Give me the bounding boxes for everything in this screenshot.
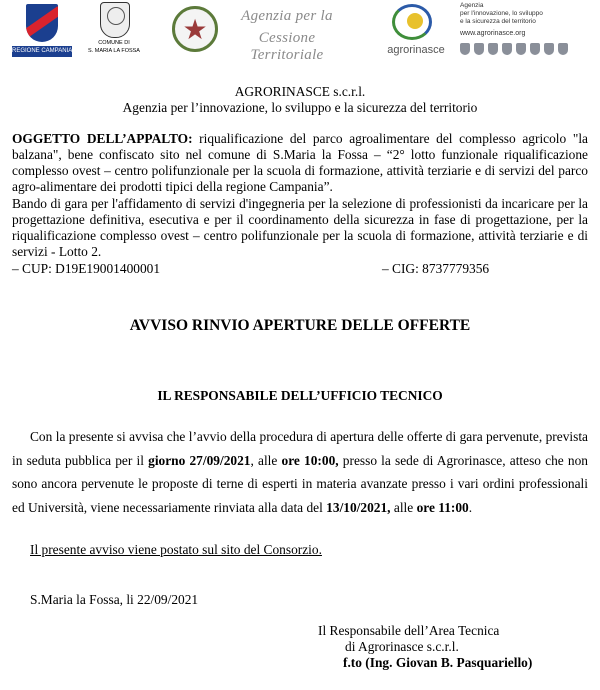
comune-crest-icon — [100, 2, 130, 38]
oggetto-paragraph — [12, 131, 588, 195]
website-text: www.agrorinasce.org — [460, 30, 526, 37]
avviso-title: AVVISO RINVIO APERTURE DELLE OFFERTE — [129, 317, 471, 334]
comune-logo — [86, 2, 142, 62]
main-text-5: . — [468, 499, 473, 515]
cup-code: – CUP: D19E19001400001 — [12, 261, 161, 276]
bando-paragraph: Bando di gara per l'affidamento di servizi d'ingegneria per la selezione di professionisti da incaricare per la progettazione definitiva, esecutiva e per il coordinamento della sicurezza in fase di progettazione, per la riqualificazione complesso ovest – centro polifunzionale per la scuola di formazione, attività terziarie e di servizi - Lotto 2. — [12, 196, 588, 259]
agenzia-line1: Agenzia per la — [241, 8, 333, 24]
responsabile-title: IL RESPONSABILE DELL’UFFICIO TECNICO — [157, 388, 443, 403]
campania-shield-icon — [26, 4, 58, 42]
oggetto-text: riqualificazione del parco agroalimentare del complesso agricolo "la balzana", bene confiscato sito nel comune di S.Maria la Fossa – “2° lotto funzionale riqualificazione complesso ovest – centro polifunzionale per la scuola di formazione, attività terziarie e di servizi del parco agro-alimentare dei prodotti tipici della regione Campania”. — [12, 131, 588, 194]
org-description: Agenzia per l’innovazione, lo sviluppo e la sicurezza del territorio — [122, 100, 478, 115]
comune-line1: COMUNE DI — [98, 40, 130, 46]
codes-line — [12, 261, 588, 277]
campania-label: REGIONE CAMPANIA — [12, 46, 72, 57]
signature-line3: f.to (Ing. Giovan B. Pasquariello) — [343, 655, 533, 670]
agenzia-logo — [222, 8, 352, 63]
org-name: AGRORINASCE s.c.r.l. — [234, 84, 366, 99]
agenzia-line2: Cessione Territoriale — [250, 30, 324, 63]
right-line1: Agenzia — [460, 2, 484, 9]
agrorinasce-logo — [376, 4, 456, 62]
signature-line1: Il Responsabile dell’Area Tecnica — [318, 623, 500, 638]
logo-strip — [0, 0, 600, 70]
main-bold-time-1: ore 10:00, — [281, 452, 339, 468]
comune-line2: S. MARIA LA FOSSA — [88, 48, 140, 54]
cig-code: – CIG: 8737779356 — [382, 261, 490, 276]
right-line3: e la sicurezza del territorio — [460, 18, 536, 25]
agrorinasce-name: agrorinasce — [387, 44, 445, 56]
agrorinasce-ring-icon — [392, 4, 432, 40]
agrorinasce-info-block — [460, 2, 596, 64]
italian-republic-emblem-icon — [172, 6, 218, 52]
right-line2: per l'innovazione, lo sviluppo — [460, 10, 543, 17]
signature-line2: di Agrorinasce s.c.r.l. — [345, 639, 459, 654]
main-bold-date-1: giorno 27/09/2021 — [148, 452, 251, 468]
main-text-3: presso la sede di Agrorinasce, atteso che non sono ancora pervenute le proposte di terne di esperti in materia avanzate presso i vari ordini professionali ed Università, viene necessariamente rinviata alla data del — [12, 452, 588, 515]
place-date: S.Maria la Fossa, li 22/09/2021 — [30, 592, 199, 607]
regione-campania-logo — [12, 4, 72, 58]
notice-text: Il presente avviso viene postato sul sito del Consorzio. — [30, 542, 322, 557]
municipality-crests-icon — [460, 42, 596, 56]
main-bold-date-2: 13/10/2021, — [326, 499, 391, 515]
main-text-4: alle — [390, 499, 417, 515]
main-paragraph — [12, 425, 588, 519]
main-text-1: Con la presente si avvisa che l’avvio della procedura di apertura delle offerte di gara pervenute, prevista in seduta pubblica per il — [12, 429, 588, 468]
oggetto-label: OGGETTO DELL’APPALTO: — [12, 131, 193, 146]
main-bold-time-2: ore 11:00 — [416, 499, 469, 515]
main-text-2: , alle — [250, 452, 282, 468]
